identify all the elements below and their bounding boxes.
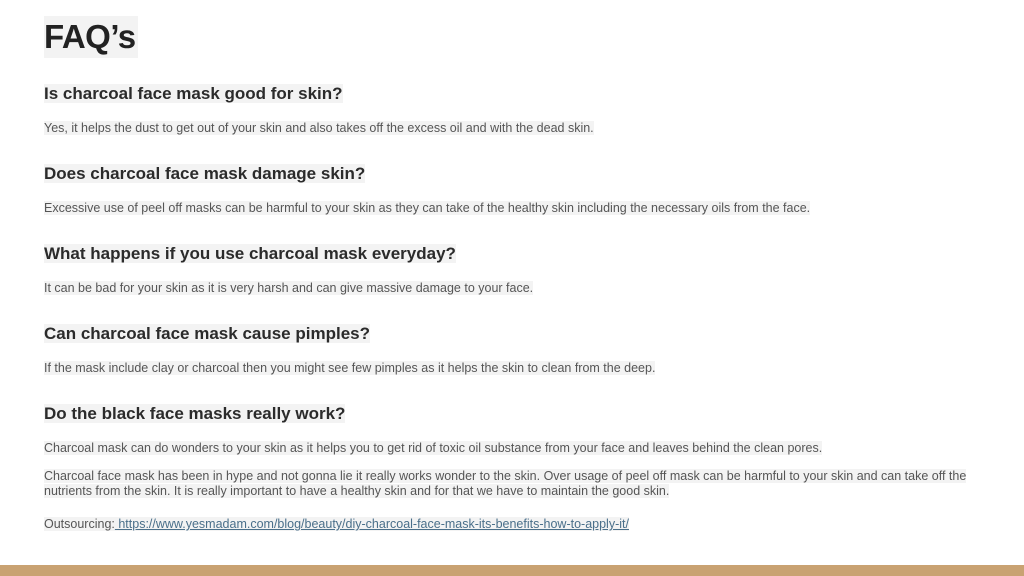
faq-question-text: Do the black face masks really work? [44, 404, 346, 423]
summary-paragraph [44, 469, 984, 499]
source-label: Outsourcing: [44, 517, 115, 531]
faq-question-text: Is charcoal face mask good for skin? [44, 84, 343, 103]
faq-answer-text: It can be bad for your skin as it is very harsh and can give massive damage to your face. [44, 281, 534, 295]
faq-answer-text: If the mask include clay or charcoal then you might see few pimples as it helps the skin to clean from the deep. [44, 361, 656, 375]
faq-answer [44, 440, 984, 456]
faq-question-text: Can charcoal face mask cause pimples? [44, 324, 370, 343]
faq-question [44, 243, 984, 265]
page-title: FAQ’s [44, 16, 138, 58]
faq-answer-text: Charcoal mask can do wonders to your skin as it helps you to get rid of toxic oil substance from your face and leaves behind the clean pores. [44, 441, 823, 455]
faq-question [44, 163, 984, 185]
faq-question [44, 403, 984, 425]
faq-question [44, 323, 984, 345]
faq-question [44, 83, 984, 105]
footer-bar [0, 565, 1024, 576]
faq-answer [44, 280, 984, 296]
faq-answer-text: Excessive use of peel off masks can be harmful to your skin as they can take of the healthy skin including the necessary oils from the face. [44, 201, 811, 215]
faq-answer-text: Yes, it helps the dust to get out of your skin and also takes off the excess oil and with the dead skin. [44, 121, 594, 135]
summary-text: Charcoal face mask has been in hype and not gonna lie it really works wonder to the skin. Over usage of peel off mask can be harmful to your skin and can take off the nutrients from the skin. It is really important to have a healthy skin and for that we have to maintain the good skin. [44, 469, 967, 498]
faq-answer [44, 120, 984, 136]
faq-answer [44, 200, 984, 216]
faq-content [44, 16, 984, 532]
source-line [44, 516, 984, 532]
faq-answer [44, 360, 984, 376]
faq-question-text: What happens if you use charcoal mask everyday? [44, 244, 456, 263]
faq-question-text: Does charcoal face mask damage skin? [44, 164, 366, 183]
source-link[interactable]: https://www.yesmadam.com/blog/beauty/diy-charcoal-face-mask-its-benefits-how-to-apply-it/ [114, 517, 629, 531]
